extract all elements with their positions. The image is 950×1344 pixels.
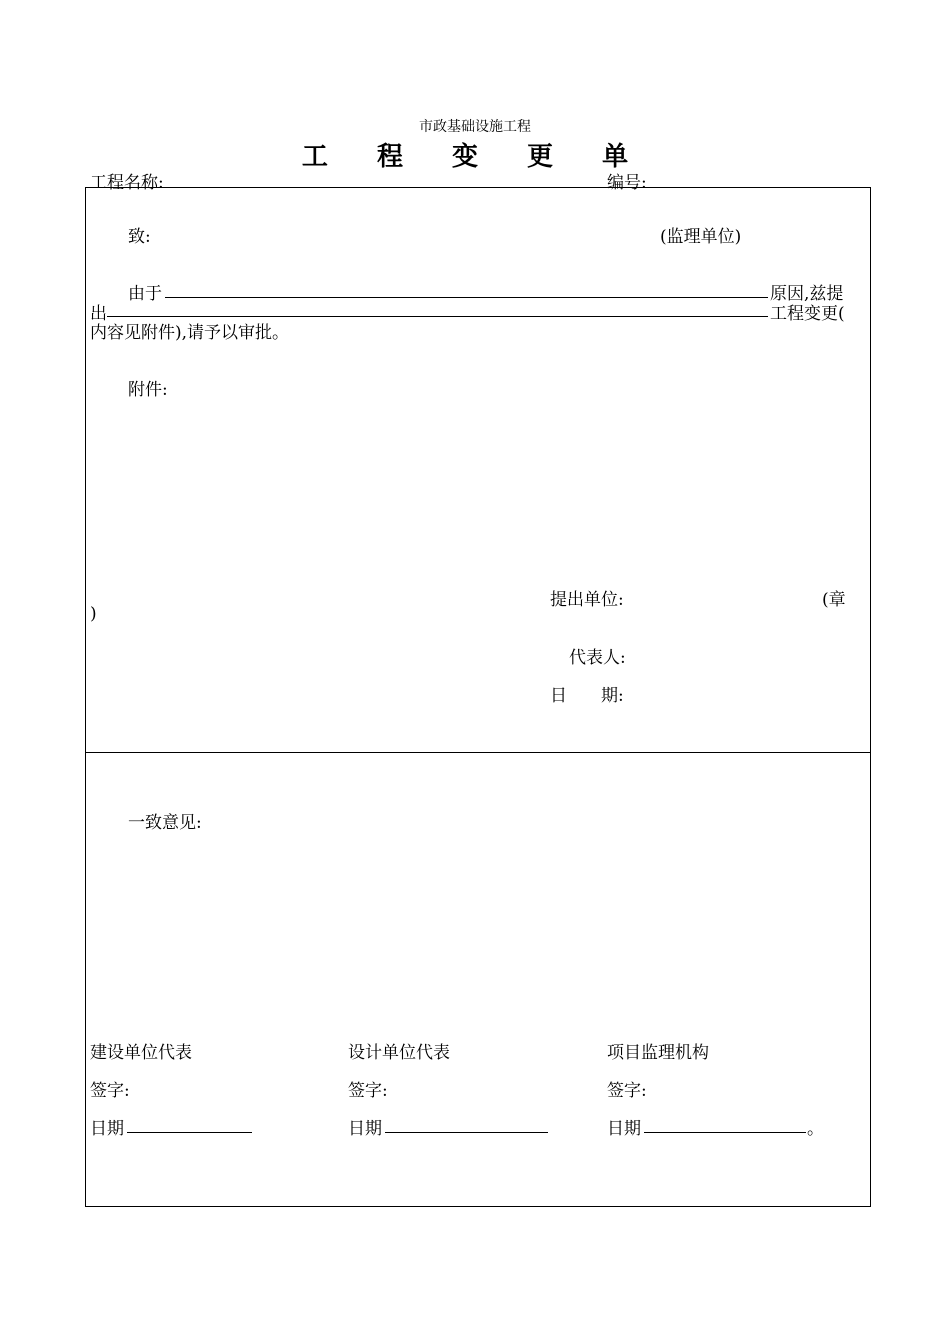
date-line-1[interactable] bbox=[127, 1132, 252, 1133]
period-mark: 。 bbox=[807, 1119, 824, 1139]
date-line-3[interactable] bbox=[644, 1132, 806, 1133]
date-label-2: 日期 bbox=[348, 1119, 382, 1139]
reason-propose-text: 原因,兹提 bbox=[770, 284, 844, 304]
document-title: 工 程 变 更 单 bbox=[301, 142, 649, 172]
content-see-text: 内容见附件),请予以审批。 bbox=[90, 323, 290, 343]
date-label-3: 日期 bbox=[607, 1119, 641, 1139]
date-line-2[interactable] bbox=[385, 1132, 548, 1133]
submit-unit-label: 提出单位: bbox=[550, 590, 624, 610]
attachment-label: 附件: bbox=[128, 380, 168, 400]
sign-label-3: 签字: bbox=[607, 1081, 647, 1101]
construction-unit-rep: 建设单位代表 bbox=[90, 1043, 192, 1063]
change-field-line[interactable] bbox=[107, 316, 768, 317]
date-label-1: 日期 bbox=[90, 1119, 124, 1139]
date-label: 日 期: bbox=[550, 686, 624, 706]
opinion-label: 一致意见: bbox=[128, 813, 202, 833]
seal-open: (章 bbox=[822, 590, 846, 610]
supervision-unit-label: (监理单位) bbox=[660, 227, 742, 247]
document-subtitle: 市政基础设施工程 bbox=[419, 119, 531, 135]
section-divider bbox=[85, 752, 871, 753]
sign-label-1: 签字: bbox=[90, 1081, 130, 1101]
number-label: 编号: bbox=[607, 173, 647, 193]
change-text: 工程变更( bbox=[770, 304, 845, 324]
seal-close: ) bbox=[90, 604, 97, 624]
to-label: 致: bbox=[128, 227, 151, 247]
due-to-label: 由于 bbox=[128, 284, 162, 304]
out-text: 出 bbox=[90, 304, 107, 324]
project-name-label: 工程名称: bbox=[90, 173, 164, 193]
sign-label-2: 签字: bbox=[348, 1081, 388, 1101]
design-unit-rep: 设计单位代表 bbox=[348, 1043, 450, 1063]
representative-label: 代表人: bbox=[569, 648, 626, 668]
reason-field-line[interactable] bbox=[165, 297, 768, 298]
supervision-agency: 项目监理机构 bbox=[607, 1043, 709, 1063]
